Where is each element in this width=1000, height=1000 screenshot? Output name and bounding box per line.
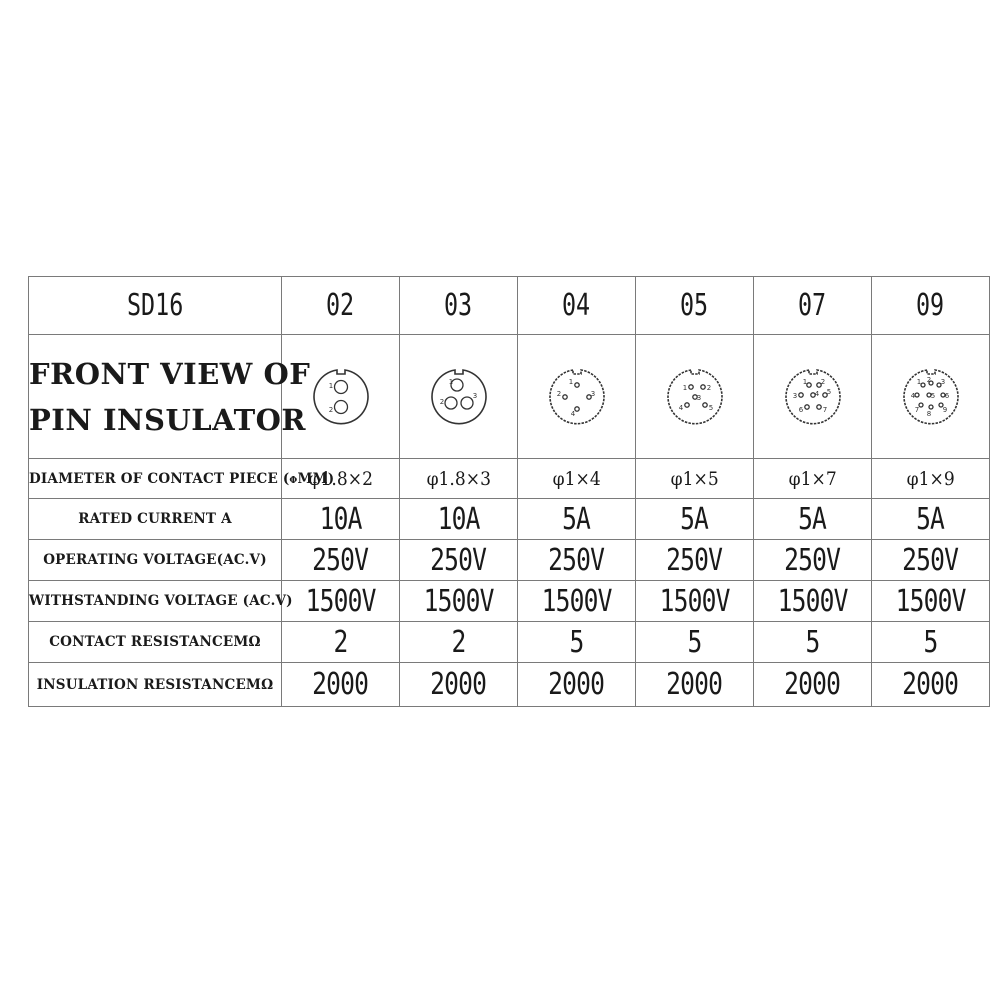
cell-value: 250V — [784, 542, 841, 578]
pin-number: 2 — [706, 383, 711, 392]
table-row — [29, 499, 990, 540]
table-cell — [754, 581, 872, 622]
table-cell — [400, 459, 518, 499]
table-row — [29, 622, 990, 663]
pin-number: 2 — [926, 375, 931, 384]
row-label: DIAMETER OF CONTACT PIECE (φMM) — [29, 459, 282, 499]
front-view-label — [29, 335, 311, 459]
table-cell — [518, 499, 636, 540]
pin-hole — [684, 402, 688, 406]
pin-diagram-cell — [518, 335, 636, 459]
pin-hole — [334, 400, 347, 413]
pin-layout-03-icon — [427, 365, 491, 429]
table-cell — [754, 459, 872, 499]
cell-value: 1500V — [777, 583, 848, 619]
pin-diagram-cell — [636, 335, 754, 459]
table-row — [29, 459, 990, 499]
model-cell — [29, 277, 282, 335]
pin-hole — [816, 404, 820, 408]
pin-layout-05-icon — [663, 365, 727, 429]
table-cell — [636, 581, 754, 622]
pin-number: 7 — [914, 405, 919, 414]
table-cell — [636, 622, 754, 663]
insulator-outline — [668, 370, 722, 424]
model-name: SD16 — [126, 288, 184, 323]
pin-hole — [445, 397, 457, 409]
table-cell — [400, 581, 518, 622]
pin-hole — [806, 382, 810, 386]
pin-number: 8 — [926, 409, 931, 418]
pin-number: 3 — [940, 377, 945, 386]
column-header: 02 — [326, 288, 355, 323]
header-cell — [282, 277, 400, 335]
pin-hole — [929, 405, 933, 409]
pin-diagram-cell — [400, 335, 518, 459]
cell-value: 250V — [312, 542, 369, 578]
pin-layout-09-icon — [899, 365, 963, 429]
header-row — [29, 277, 990, 335]
header-cell — [754, 277, 872, 335]
pin-number: 2 — [820, 377, 825, 386]
table-cell — [636, 540, 754, 581]
cell-value: φ1.8×2 — [308, 467, 373, 490]
pin-number: 9 — [942, 405, 947, 414]
cell-value: 5 — [805, 624, 820, 660]
table-cell — [400, 499, 518, 540]
header-cell — [872, 277, 990, 335]
pin-number: 3 — [472, 391, 477, 400]
row-label: OPERATING VOLTAGE(AC.V) — [29, 540, 282, 581]
pin-number: 2 — [439, 397, 444, 406]
table-cell — [872, 540, 990, 581]
pin-diagram-cell — [754, 335, 872, 459]
pin-number: 1 — [328, 381, 333, 390]
table-cell — [282, 663, 400, 707]
pin-hole — [915, 393, 919, 397]
pin-number: 4 — [910, 391, 915, 400]
pin-number: 4 — [570, 409, 575, 418]
table-cell — [518, 459, 636, 499]
cell-value: 5A — [680, 501, 709, 537]
table-cell — [518, 663, 636, 707]
table-cell — [872, 459, 990, 499]
cell-value: φ1×7 — [788, 467, 837, 490]
pin-hole — [562, 394, 566, 398]
pin-hole — [702, 402, 706, 406]
header-cell — [518, 277, 636, 335]
column-header: 09 — [916, 288, 945, 323]
table-cell — [518, 622, 636, 663]
pin-diagram-cell — [872, 335, 990, 459]
pin-hole — [700, 384, 704, 388]
pin-number: 5 — [930, 391, 935, 400]
cell-value: 5 — [687, 624, 702, 660]
table-cell — [282, 581, 400, 622]
insulator-outline — [314, 370, 368, 424]
front-view-label-line2: PIN INSULATOR — [29, 402, 307, 437]
table-cell — [282, 499, 400, 540]
pin-layout-02-icon — [309, 365, 373, 429]
table-cell — [400, 622, 518, 663]
cell-value: 5 — [569, 624, 584, 660]
table-cell — [754, 622, 872, 663]
table-cell — [872, 663, 990, 707]
pin-hole — [798, 392, 802, 396]
cell-value: 5A — [798, 501, 827, 537]
pin-number: 4 — [814, 389, 819, 398]
pin-layout-07-icon — [781, 365, 845, 429]
pin-number: 1 — [448, 377, 453, 386]
cell-value: 5A — [916, 501, 945, 537]
table-cell — [872, 499, 990, 540]
front-view-row — [29, 335, 990, 459]
pin-hole — [921, 383, 925, 387]
pin-layout-04-icon — [545, 365, 609, 429]
cell-value: 2000 — [902, 667, 959, 702]
pin-number: 4 — [678, 403, 683, 412]
table-cell — [636, 459, 754, 499]
cell-value: 2000 — [548, 667, 605, 702]
cell-value: φ1×5 — [670, 467, 719, 490]
row-label: RATED CURRENT A — [29, 499, 282, 540]
table-row — [29, 663, 990, 707]
pin-number: 3 — [696, 393, 701, 402]
cell-value: 250V — [548, 542, 605, 578]
pin-number: 2 — [556, 389, 561, 398]
cell-value: 1500V — [541, 583, 612, 619]
spec-table — [28, 276, 990, 707]
pin-number: 1 — [568, 377, 573, 386]
pin-number: 5 — [826, 387, 831, 396]
pin-hole — [804, 404, 808, 408]
pin-number: 6 — [798, 405, 803, 414]
table-cell — [754, 499, 872, 540]
cell-value: 2000 — [784, 667, 841, 702]
cell-value: 1500V — [305, 583, 376, 619]
row-label: WITHSTANDING VOLTAGE (AC.V) — [29, 581, 282, 622]
table-cell — [754, 663, 872, 707]
column-header: 05 — [680, 288, 709, 323]
cell-value: 250V — [902, 542, 959, 578]
table-cell — [636, 663, 754, 707]
header-cell — [400, 277, 518, 335]
cell-value: 5 — [923, 624, 938, 660]
cell-value: 2 — [333, 624, 348, 660]
row-label: CONTACT RESISTANCEMΩ — [29, 622, 282, 663]
pin-number: 5 — [708, 403, 713, 412]
table-cell — [282, 540, 400, 581]
pin-hole — [574, 406, 578, 410]
pin-number: 3 — [590, 389, 595, 398]
cell-value: 5A — [562, 501, 591, 537]
pin-number: 1 — [916, 377, 921, 386]
pin-hole — [334, 380, 347, 393]
column-header: 03 — [444, 288, 473, 323]
pin-number: 2 — [328, 405, 333, 414]
table-row — [29, 581, 990, 622]
cell-value: φ1×4 — [552, 467, 601, 490]
pin-number: 1 — [802, 377, 807, 386]
header-cell — [636, 277, 754, 335]
cell-value: 2000 — [666, 667, 723, 702]
pin-hole — [461, 397, 473, 409]
table-cell — [518, 540, 636, 581]
cell-value: 1500V — [895, 583, 966, 619]
cell-value: 2000 — [312, 667, 369, 702]
front-view-label-line1: FRONT VIEW OF — [29, 356, 311, 391]
table-row — [29, 540, 990, 581]
column-header: 04 — [562, 288, 591, 323]
cell-value: φ1.8×3 — [426, 467, 491, 490]
column-header: 07 — [798, 288, 827, 323]
table-cell — [872, 622, 990, 663]
cell-value: 10A — [437, 501, 480, 537]
table-cell — [872, 581, 990, 622]
cell-value: φ1×9 — [906, 467, 955, 490]
table-cell — [754, 540, 872, 581]
pin-hole — [919, 403, 923, 407]
table-cell — [400, 540, 518, 581]
cell-value: 2 — [451, 624, 466, 660]
pin-number: 1 — [682, 383, 687, 392]
pin-number: 7 — [822, 405, 827, 414]
pin-number: 6 — [944, 391, 949, 400]
pin-hole — [688, 384, 692, 388]
row-label: INSULATION RESISTANCEMΩ — [29, 663, 282, 707]
cell-value: 1500V — [423, 583, 494, 619]
cell-value: 250V — [666, 542, 723, 578]
pin-number: 3 — [792, 391, 797, 400]
pin-diagram-cell — [282, 335, 400, 459]
cell-value: 250V — [430, 542, 487, 578]
cell-value: 2000 — [430, 667, 487, 702]
cell-value: 10A — [319, 501, 362, 537]
insulator-outline — [432, 370, 486, 424]
cell-value: 1500V — [659, 583, 730, 619]
table-cell — [400, 663, 518, 707]
table-cell — [636, 499, 754, 540]
table-cell — [518, 581, 636, 622]
pin-hole — [574, 382, 578, 386]
table-cell — [282, 622, 400, 663]
